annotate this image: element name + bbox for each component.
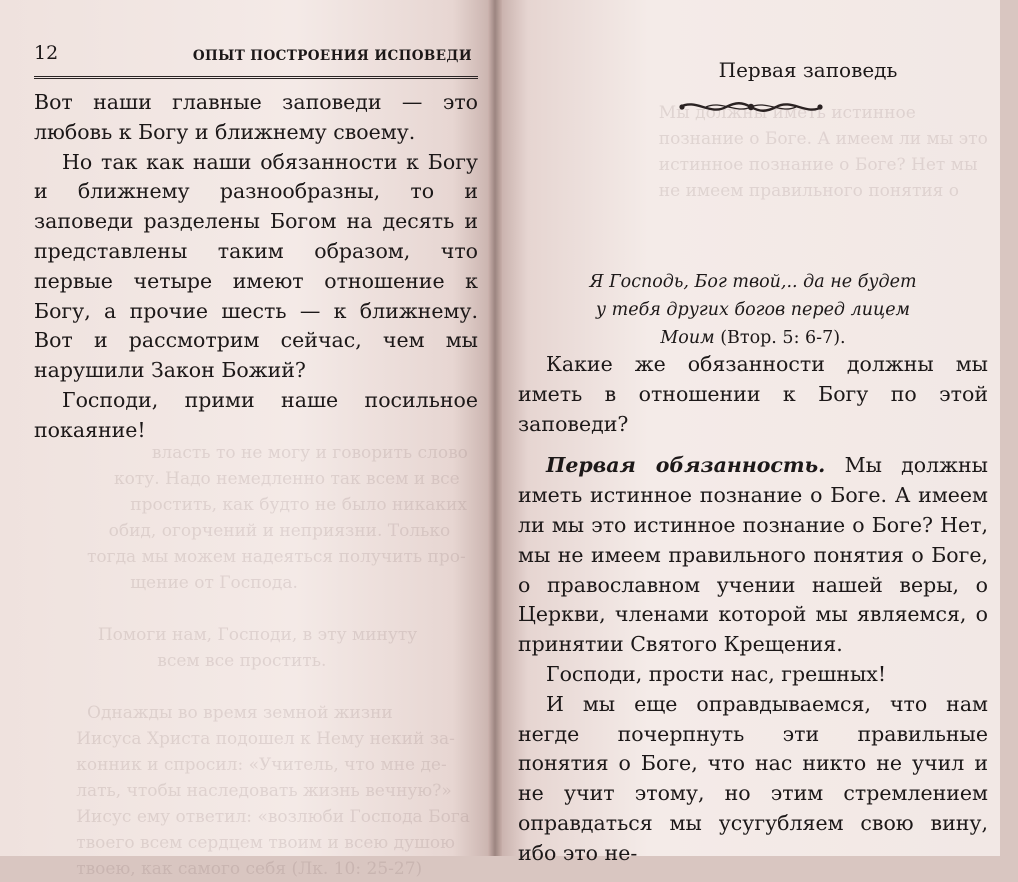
page-number: 12 [34,42,59,64]
epigraph-text: Я Господь, Бог твой,.. да не будет у тебя других богов перед лицем Моим [589,272,917,348]
book-gutter [488,0,502,856]
paragraph: Но так как наши обязанности к Богу и ближнему разнообразны, то и заповеди разделены Богом на десять и представлены таким образом, что первые четыре имеют отношение к Богу, а прочие шесть — к ближнему. Вот и рассмотрим сейчас, чем мы нарушили Закон Божий? [34,149,478,383]
ornament-divider-icon [676,96,826,118]
running-title: ОПЫТ ПОСТРОЕНИЯ ИСПОВЕДИ [192,48,472,64]
right-body-text [518,350,988,869]
paragraph: И мы еще оправдываемся, что нам негде почерпнуть эти правильные понятия о Боге, что нас никто не учил и не учит этому, но этим стремлением оправдаться мы усугубляем свою вину, ибо это не- [518,691,988,865]
chapter-title: Первая заповедь [718,58,898,82]
duty-text: Мы должны иметь истинное познание о Боге. А имеем ли мы это истинное познание о Боге? Нет, мы не имеем правильного понятия о Боге, о православном учении нашей веры, о Церкви, членами которой мы являемся, о принятии Святого Крещения. [518,453,988,657]
paragraph [518,451,988,660]
running-header [34,42,478,79]
epigraph-reference: (Втор. 5: 6-7). [720,328,846,348]
left-body-text [34,88,478,446]
epigraph [588,268,918,352]
show-through-text: власть то не могу и говорить слово коту. Надо немедленно так всем и все простить, как будто не было никаких обид, огорчений и неприязни. Только тогда мы можем надеяться получить про- щение от Господа. Помоги нам, Господи, в эту минуту всем все простить. Однажды во время земной жизни Иисуса Христа подошел к Нему некий за- конник и спросил: «Учитель, что мне де- лать, чтобы наследовать жизнь вечную?» Иисус ему ответил: «возлюби Господа Бога твоего всем сердцем твоим и всею душою твоею, как самого себя (Лк. 10: 25-27) [76,443,470,879]
paragraph: Вот наши главные заповеди — это любовь к Богу и ближнему своему. [34,90,478,144]
paragraph: Господи, прими наше посильное покаяние! [34,387,478,442]
paragraph: Какие же обязанности должны мы иметь в отношении к Богу по этой заповеди? [518,352,988,436]
show-through-text: Мы должны иметь истинное познание о Боге. А имеем ли мы это истинное познание о Боге? Нет мы не имеем правильного понятия о [658,103,988,201]
duty-label: Первая обязанность. [546,453,826,478]
right-page [498,0,1000,865]
paragraph: Господи, прости нас, грешных! [546,661,887,686]
left-page [0,0,492,879]
